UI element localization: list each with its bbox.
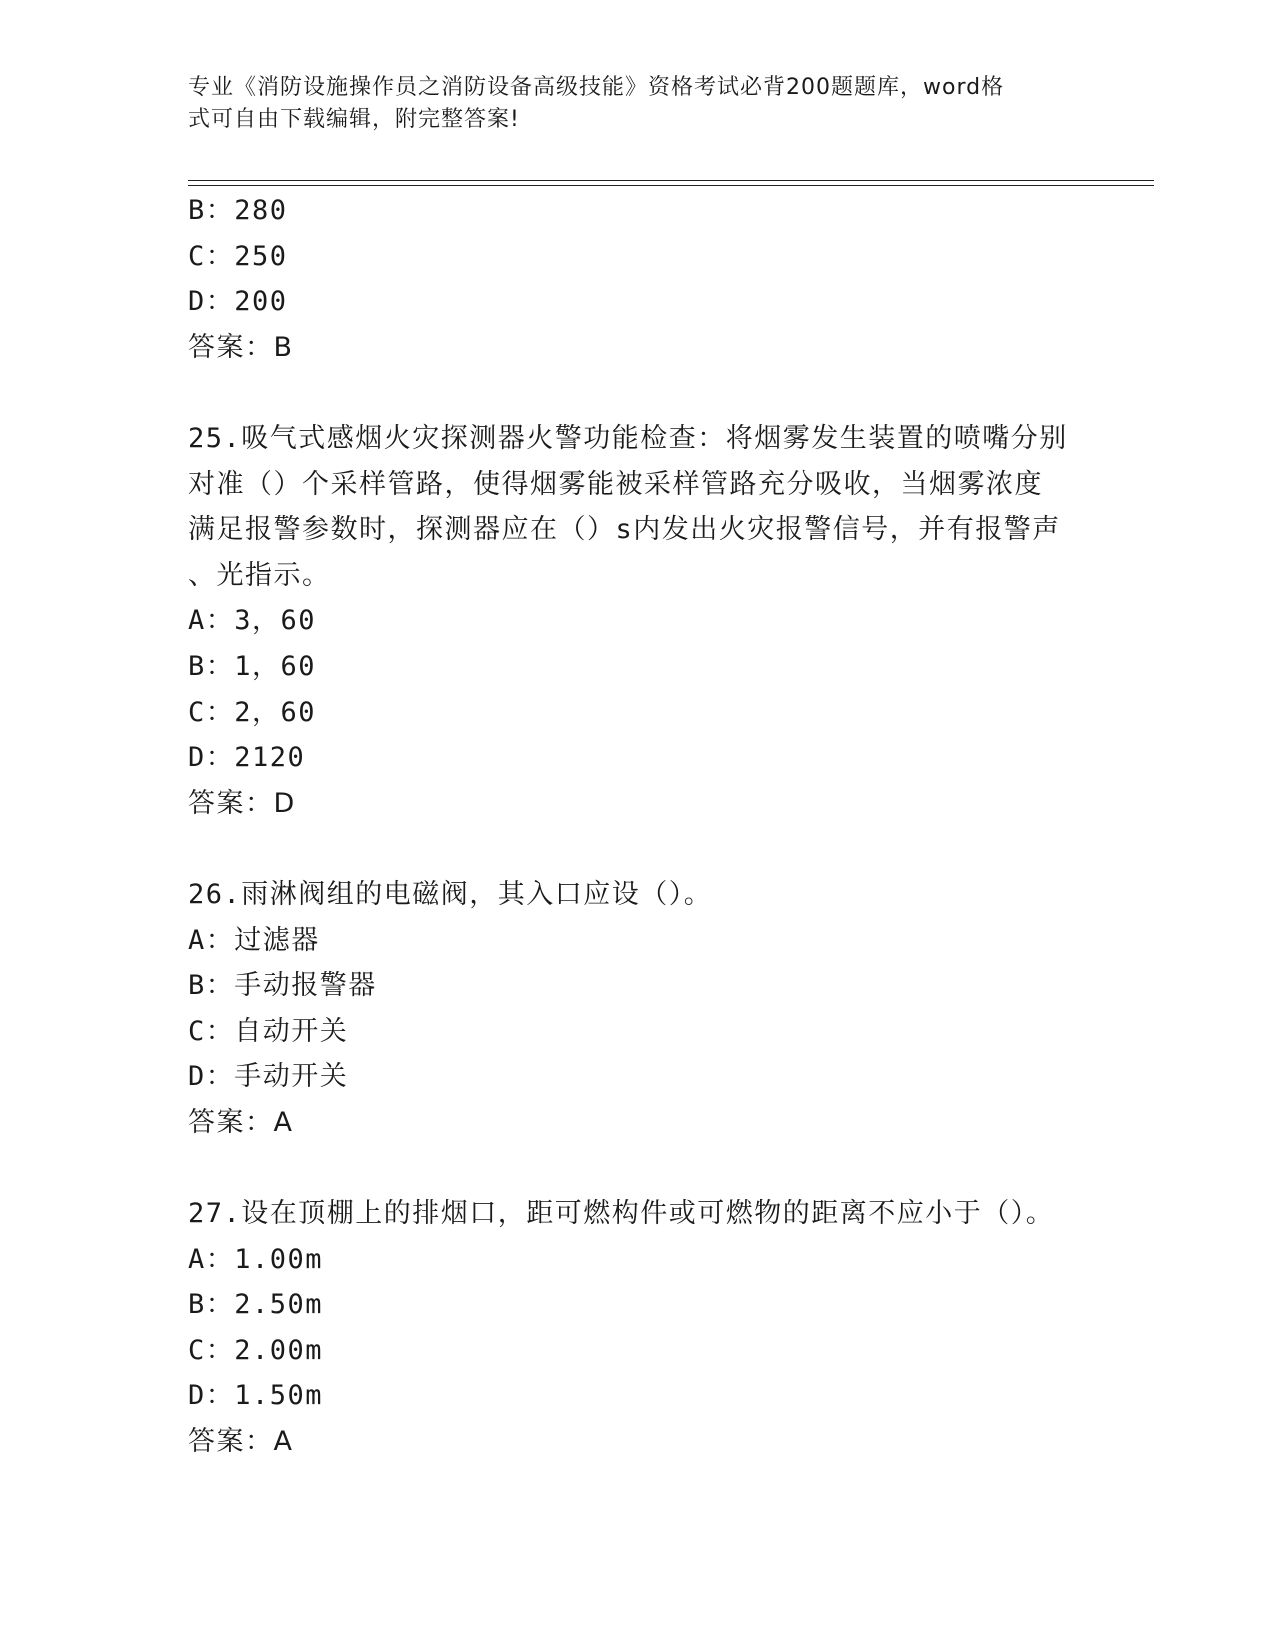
spacer [188, 1145, 1088, 1191]
option-c: C：250 [188, 240, 288, 272]
header-line-2: 式可自由下载编辑，附完整答案! [188, 107, 520, 132]
option-d: D：1.50m [188, 1380, 324, 1412]
question-26 [188, 872, 1088, 1146]
option-a: A：过滤器 [188, 924, 320, 956]
header-divider [188, 180, 1154, 181]
spacer [188, 370, 1088, 416]
question-stem: 满足报警参数时，探测器应在（）s内发出火灾报警信号，并有报警声 [188, 514, 1061, 546]
question-stem: 、光指示。 [188, 559, 331, 591]
option-c: C：2，60 [188, 696, 317, 728]
question-24-tail [188, 188, 1088, 370]
option-a: A：3，60 [188, 605, 317, 637]
option-b: B：手动报警器 [188, 970, 377, 1002]
spacer [188, 826, 1088, 872]
page-header [188, 72, 1088, 136]
header-line-1: 专业《消防设施操作员之消防设备高级技能》资格考试必背200题题库，word格 [188, 75, 1005, 100]
question-25 [188, 416, 1088, 826]
option-b: B：280 [188, 195, 288, 226]
question-stem: 25.吸气式感烟火灾探测器火警功能检查：将烟雾发生装置的喷嘴分别 [188, 422, 1068, 454]
option-d: D：2120 [188, 742, 306, 774]
answer: 答案：B [188, 331, 294, 363]
question-stem: 26.雨淋阀组的电磁阀，其入口应设（）。 [188, 878, 713, 910]
option-d: D：200 [188, 286, 288, 318]
question-list [188, 188, 1088, 1465]
option-b: B：2.50m [188, 1289, 324, 1321]
answer: 答案：D [188, 787, 296, 819]
header-divider-double [188, 185, 1154, 186]
question-stem: 对准（）个采样管路，使得烟雾能被采样管路充分吸收，当烟雾浓度 [188, 468, 1043, 500]
answer: 答案：A [188, 1426, 294, 1458]
option-a: A：1.00m [188, 1243, 324, 1275]
answer: 答案：A [188, 1106, 294, 1138]
option-c: C：2.00m [188, 1334, 324, 1366]
option-d: D：手动开关 [188, 1061, 349, 1093]
question-27 [188, 1191, 1088, 1465]
option-b: B：1，60 [188, 650, 317, 682]
question-stem: 27.设在顶棚上的排烟口，距可燃构件或可燃物的距离不应小于（）。 [188, 1198, 1055, 1230]
option-c: C：自动开关 [188, 1015, 349, 1047]
